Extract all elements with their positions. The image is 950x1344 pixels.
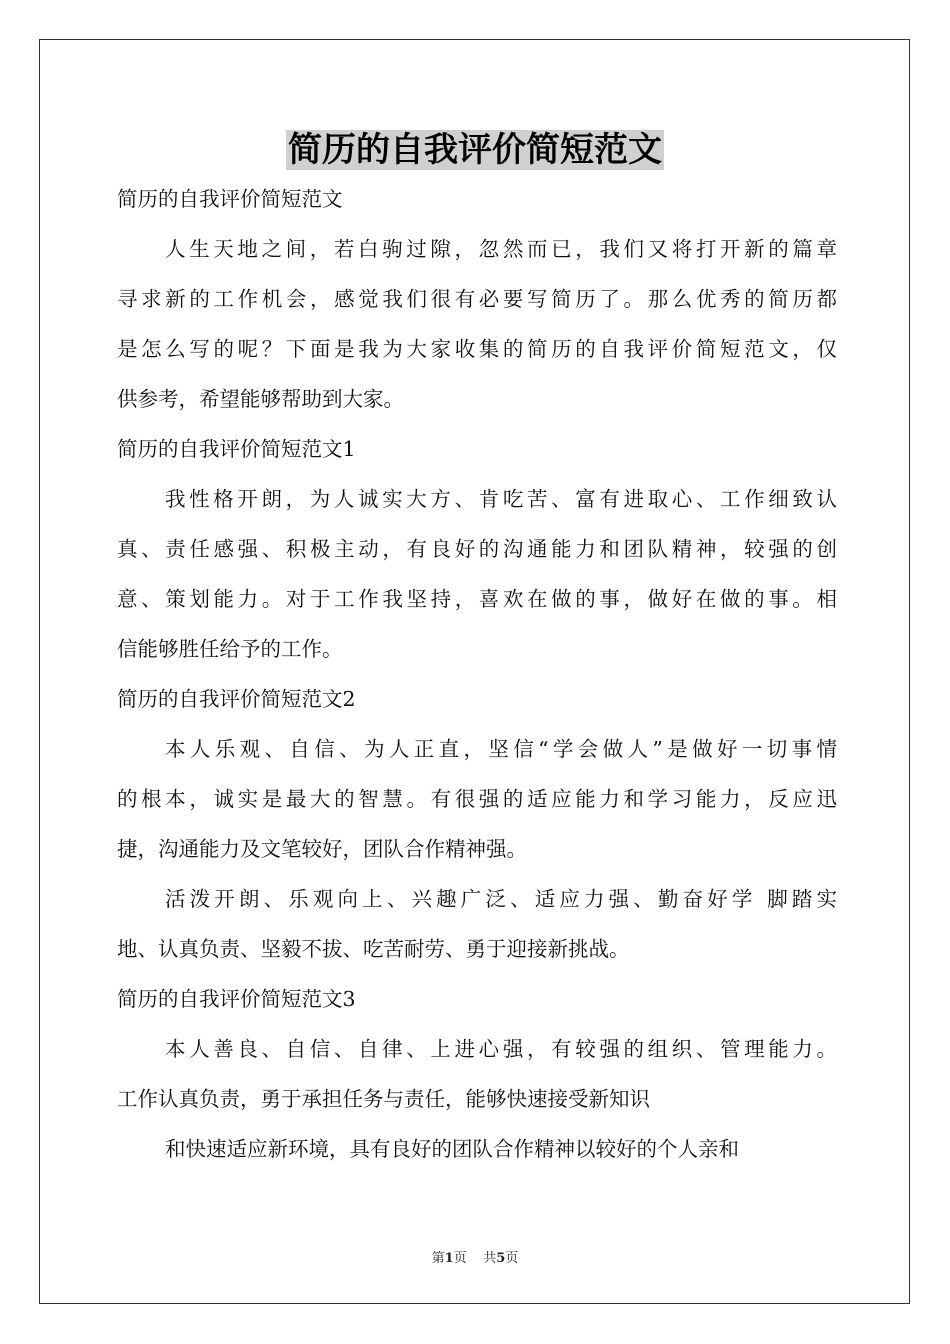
page-unit: 页 — [453, 1251, 467, 1266]
paragraph-line: 捷，沟通能力及文笔较好，团队合作精神强。 — [117, 837, 527, 861]
page-border — [39, 39, 910, 1304]
page-total: 5 — [496, 1251, 506, 1266]
paragraph-line: 的根本，诚实是最大的智慧。有很强的适应能力和学习能力，反应迅 — [117, 787, 837, 811]
page-footer — [0, 1247, 950, 1266]
paragraph-line: 地、认真负责、坚毅不拔、吃苦耐劳、勇于迎接新挑战。 — [117, 937, 630, 961]
section-heading: 简历的自我评价简短范文2 — [117, 687, 356, 711]
paragraph-line: 寻求新的工作机会，感觉我们很有必要写简历了。那么优秀的简历都 — [117, 287, 837, 311]
total-unit: 页 — [505, 1251, 519, 1266]
total-prefix: 共 — [483, 1251, 497, 1266]
paragraph-line: 信能够胜任给予的工作。 — [117, 637, 343, 661]
paragraph-line: 活泼开朗、乐观向上、兴趣广泛、适应力强、勤奋好学 脚踏实 — [165, 887, 837, 911]
page-current: 1 — [444, 1251, 454, 1266]
paragraph-line: 意、策划能力。对于工作我坚持，喜欢在做的事，做好在做的事。相 — [117, 587, 837, 611]
page-prefix: 第 — [431, 1251, 445, 1266]
paragraph-line: 是怎么写的呢？下面是我为大家收集的简历的自我评价简短范文，仅 — [117, 337, 837, 361]
document-title: 简历的自我评价简短范文 — [288, 130, 662, 170]
paragraph-line: 和快速适应新环境，具有良好的团队合作精神以较好的个人亲和 — [165, 1137, 739, 1161]
paragraph-line: 本人善良、自信、自律、上进心强，有较强的组织、管理能力。 — [165, 1037, 837, 1061]
paragraph-line: 工作认真负责，勇于承担任务与责任，能够快速接受新知识 — [117, 1087, 650, 1111]
paragraph-line: 真、责任感强、积极主动，有良好的沟通能力和团队精神，较强的创 — [117, 537, 837, 561]
paragraph-line: 供参考，希望能够帮助到大家。 — [117, 387, 404, 411]
document-subtitle: 简历的自我评价简短范文 — [117, 187, 343, 211]
paragraph-line: 我性格开朗，为人诚实大方、肯吃苦、富有进取心、工作细致认 — [165, 487, 837, 511]
section-heading: 简历的自我评价简短范文3 — [117, 987, 356, 1011]
section-heading: 简历的自我评价简短范文1 — [117, 437, 356, 461]
paragraph-line: 本人乐观、自信、为人正直，坚信“学会做人”是做好一切事情 — [165, 737, 837, 761]
paragraph-line: 人生天地之间，若白驹过隙，忽然而已，我们又将打开新的篇章 — [165, 237, 837, 261]
